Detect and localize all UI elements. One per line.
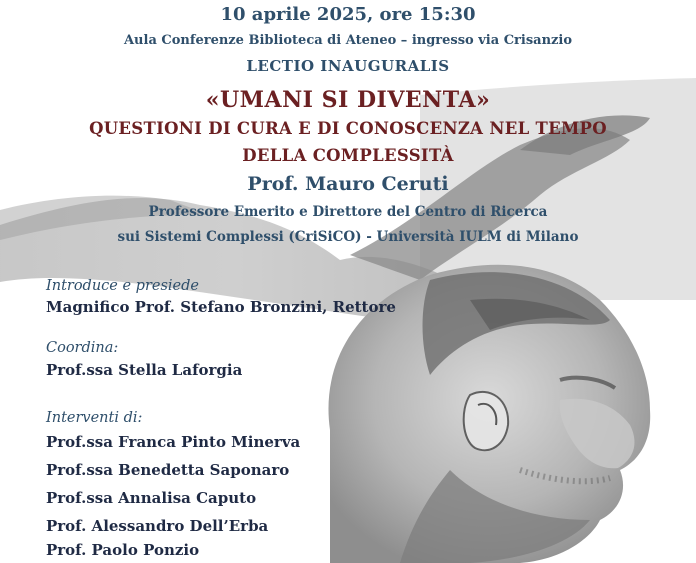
- speaker-name: Prof. Mauro Ceruti: [247, 173, 449, 195]
- intro-label: Introduce e presiede: [46, 278, 199, 294]
- lecture-subtitle-line: DELLA COMPLESSITÀ: [242, 146, 454, 165]
- lecture-subtitle-line: QUESTIONI DI CURA E DI CONOSCENZA NEL TEMPO: [89, 119, 607, 138]
- coordination-person: Prof.ssa Stella Laforgia: [46, 361, 243, 379]
- speaker-role-line: sui Sistemi Complessi (CriSiCO) - Università IULM di Milano: [117, 229, 579, 245]
- talk-speaker: Prof.ssa Franca Pinto Minerva: [46, 433, 301, 451]
- lecture-title: «UMANI SI DIVENTA»: [205, 87, 491, 113]
- talk-speaker: Prof.ssa Benedetta Saponaro: [46, 461, 290, 479]
- event-venue: Aula Conferenze Biblioteca di Ateneo – ingresso via Crisanzio: [123, 33, 573, 48]
- talk-speaker: Prof. Paolo Ponzio: [46, 541, 200, 559]
- speaker-role-line: Professore Emerito e Direttore del Centro di Ricerca: [148, 204, 548, 220]
- coordination-label: Coordina:: [46, 340, 119, 356]
- talk-speaker: Prof. Alessandro Dell’Erba: [46, 517, 269, 535]
- lecture-kind: LECTIO INAUGURALIS: [246, 57, 450, 75]
- talks-label: Interventi di:: [46, 410, 143, 426]
- intro-person: Magnifico Prof. Stefano Bronzini, Rettore: [46, 298, 396, 316]
- event-datetime: 10 aprile 2025, ore 15:30: [220, 4, 476, 25]
- talk-speaker: Prof.ssa Annalisa Caputo: [46, 489, 257, 507]
